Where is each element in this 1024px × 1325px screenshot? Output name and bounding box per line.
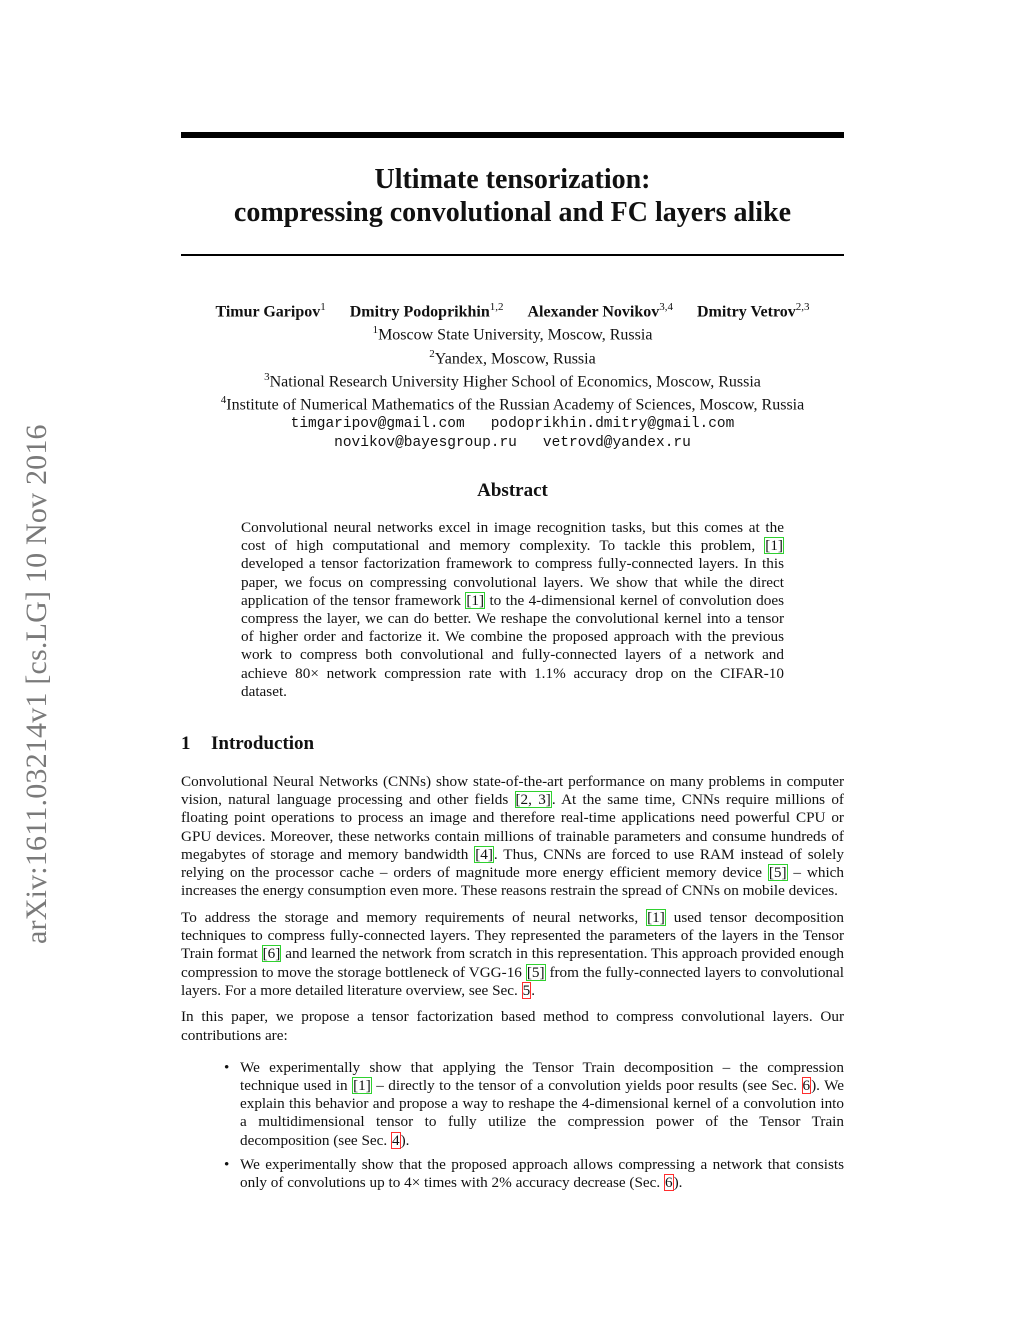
text-run: ). We explain this behavior and propose a way to reshape the 4-dimensional kernel of a convolution into a multidimensional tensor to fully utilize the compression power of the Tensor Train decomposition (see Sec. [240, 1077, 844, 1149]
affiliation [181, 391, 844, 414]
text-run: to the 4-dimensional kernel of convolution does compress the layer, we can do better. We reshape the convolutional kernel into a tensor of higher order and factorize it. We combine the proposed approach with the previous work to compress both convolutional and fully-connected layers of a network and achieve 80× network compression rate with 1.1% accuracy drop on the CIFAR-10 dataset. [241, 591, 784, 700]
author [215, 298, 325, 321]
section-ref-link[interactable]: 4 [392, 1131, 400, 1149]
abstract-heading: Abstract [477, 480, 548, 501]
affiliation-number: 4 [220, 394, 227, 407]
citation-link[interactable]: [1] [353, 1077, 371, 1095]
author-affiliation-mark: 1,2 [489, 301, 504, 313]
citation-link[interactable]: [5] [526, 963, 545, 981]
bullet-icon: • [224, 1058, 230, 1076]
bullet-icon: • [224, 1155, 230, 1173]
author-affiliation-mark: 1 [320, 301, 326, 313]
affiliation [181, 321, 844, 344]
email-row [181, 415, 844, 434]
author-name: Dmitry Vetrov [696, 303, 796, 321]
text-run: We experimentally show that the proposed approach allows compressing a network that consists only of convolutions up to 4× times with 2% accuracy decrease (Sec. [240, 1155, 844, 1192]
author [697, 298, 810, 321]
title-bottom-rule [181, 254, 844, 256]
author [528, 298, 673, 321]
text-run: Convolutional Neural Networks (CNNs) show state-of-the-art performance on many problems in computer vision, natural language processing and other fields [181, 773, 844, 809]
text-run: developed a tensor factorization framework to compress fully-connected layers. In this paper, we focus on compressing convolutional layers. We show that while the direct application of the tensor framework [241, 555, 784, 609]
list-item [224, 1155, 844, 1192]
email-address[interactable]: vetrovd@yandex.ru [542, 434, 691, 451]
text-run: – directly to the tensor of a convolution yields poor results (see Sec. [371, 1077, 802, 1095]
title-line-1: Ultimate tensorization: [374, 164, 651, 195]
citation-link[interactable]: [1] [647, 908, 665, 926]
affiliation-number: 3 [264, 370, 270, 383]
paragraph [181, 773, 844, 900]
section-number: 1 [181, 733, 191, 754]
section-title: Introduction [211, 733, 315, 754]
author-name: Timur Garipov [215, 303, 321, 321]
author-block [181, 298, 844, 453]
author-names [181, 298, 844, 321]
text-run: . [531, 981, 535, 999]
section-ref-link[interactable]: 5 [522, 981, 531, 999]
citation-link[interactable]: [1] [765, 537, 783, 555]
text-run: . Thus, CNNs are forced to use RAM instead of solely relying on the processor cache – orders of magnitude more energy efficient memory device [181, 845, 844, 882]
text-run: used tensor decomposition techniques to compress fully-connected layers. They represented the parameters of the layers in the Tensor Train format [181, 908, 844, 963]
paragraph: In this paper, we propose a tensor factorization based method to compress convolutional layers. Our contributions are: [181, 1008, 844, 1044]
text-run: ). [673, 1174, 683, 1192]
list-item [224, 1058, 844, 1150]
citation-link[interactable]: [1] [466, 591, 485, 609]
affiliation-text: Moscow State University, Moscow, Russia [378, 326, 653, 344]
affiliation [181, 345, 844, 368]
text-run: Convolutional neural networks excel in image recognition tasks, but this comes at the cost of high computational and memory complexity. To tackle this problem, [241, 519, 784, 555]
affiliation [181, 368, 844, 391]
citation-link[interactable]: [5] [768, 864, 787, 882]
citation-link[interactable]: [2, 3] [515, 791, 551, 809]
text-run: ). [400, 1131, 410, 1149]
affiliation-number: 2 [429, 347, 435, 360]
title-top-rule [181, 132, 844, 138]
paragraph [181, 909, 844, 1000]
author-affiliation-mark: 3,4 [659, 301, 673, 313]
text-run: To address the storage and memory requirements of neural networks, [181, 908, 647, 926]
citation-link[interactable]: [6] [262, 945, 281, 963]
affiliation-text: Yandex, Moscow, Russia [434, 349, 596, 367]
contribution-list [181, 1059, 844, 1192]
section-ref-link[interactable]: 6 [665, 1174, 673, 1192]
paper-title [181, 163, 844, 229]
email-address[interactable]: podoprikhin.dmitry@gmail.com [490, 415, 735, 432]
author-affiliation-mark: 2,3 [795, 301, 810, 313]
text-run: We experimentally show that applying the Tensor Train decomposition – the compression technique used in [240, 1058, 844, 1095]
email-address[interactable]: novikov@bayesgroup.ru [334, 434, 517, 451]
section-ref-link[interactable]: 6 [802, 1077, 811, 1095]
section-body [181, 773, 844, 1198]
arxiv-stamp: arXiv:1611.03214v1 [cs.LG] 10 Nov 2016 [20, 424, 53, 944]
author-name: Alexander Novikov [527, 303, 660, 321]
citation-link[interactable]: [4] [475, 845, 493, 863]
title-line-2: compressing convolutional and FC layers alike [233, 197, 792, 228]
text-run: . At the same time, CNNs require millions of floating point operations to process an image and therefore real-time applications need powerful CPU or GPU devices. Moreover, these networks contain millions of trainable parameters and consume hundreds of megabytes of storage and memory bandwidth [181, 791, 844, 863]
text-run: from the fully-connected layers to convolutional layers. For a more detailed literature overview, see Sec. [181, 963, 844, 999]
text-run: and learned the network from scratch in this representation. This approach provided enough compression to move the storage bottleneck of VGG-16 [181, 945, 844, 981]
affiliation-text: National Research University Higher School of Economics, Moscow, Russia [269, 373, 761, 391]
author-name: Dmitry Podoprikhin [349, 303, 490, 321]
author [350, 298, 504, 321]
email-address[interactable]: timgaripov@gmail.com [290, 415, 465, 432]
abstract-text [241, 519, 784, 701]
affiliation-number: 1 [372, 324, 379, 337]
affiliation-text: Institute of Numerical Mathematics of the Russian Academy of Sciences, Moscow, Russia [226, 396, 805, 414]
section-heading [181, 733, 314, 755]
email-row [181, 434, 844, 453]
text-run: – which increases the energy consumption even more. These reasons restrain the spread of CNNs on mobile devices. [181, 864, 844, 900]
